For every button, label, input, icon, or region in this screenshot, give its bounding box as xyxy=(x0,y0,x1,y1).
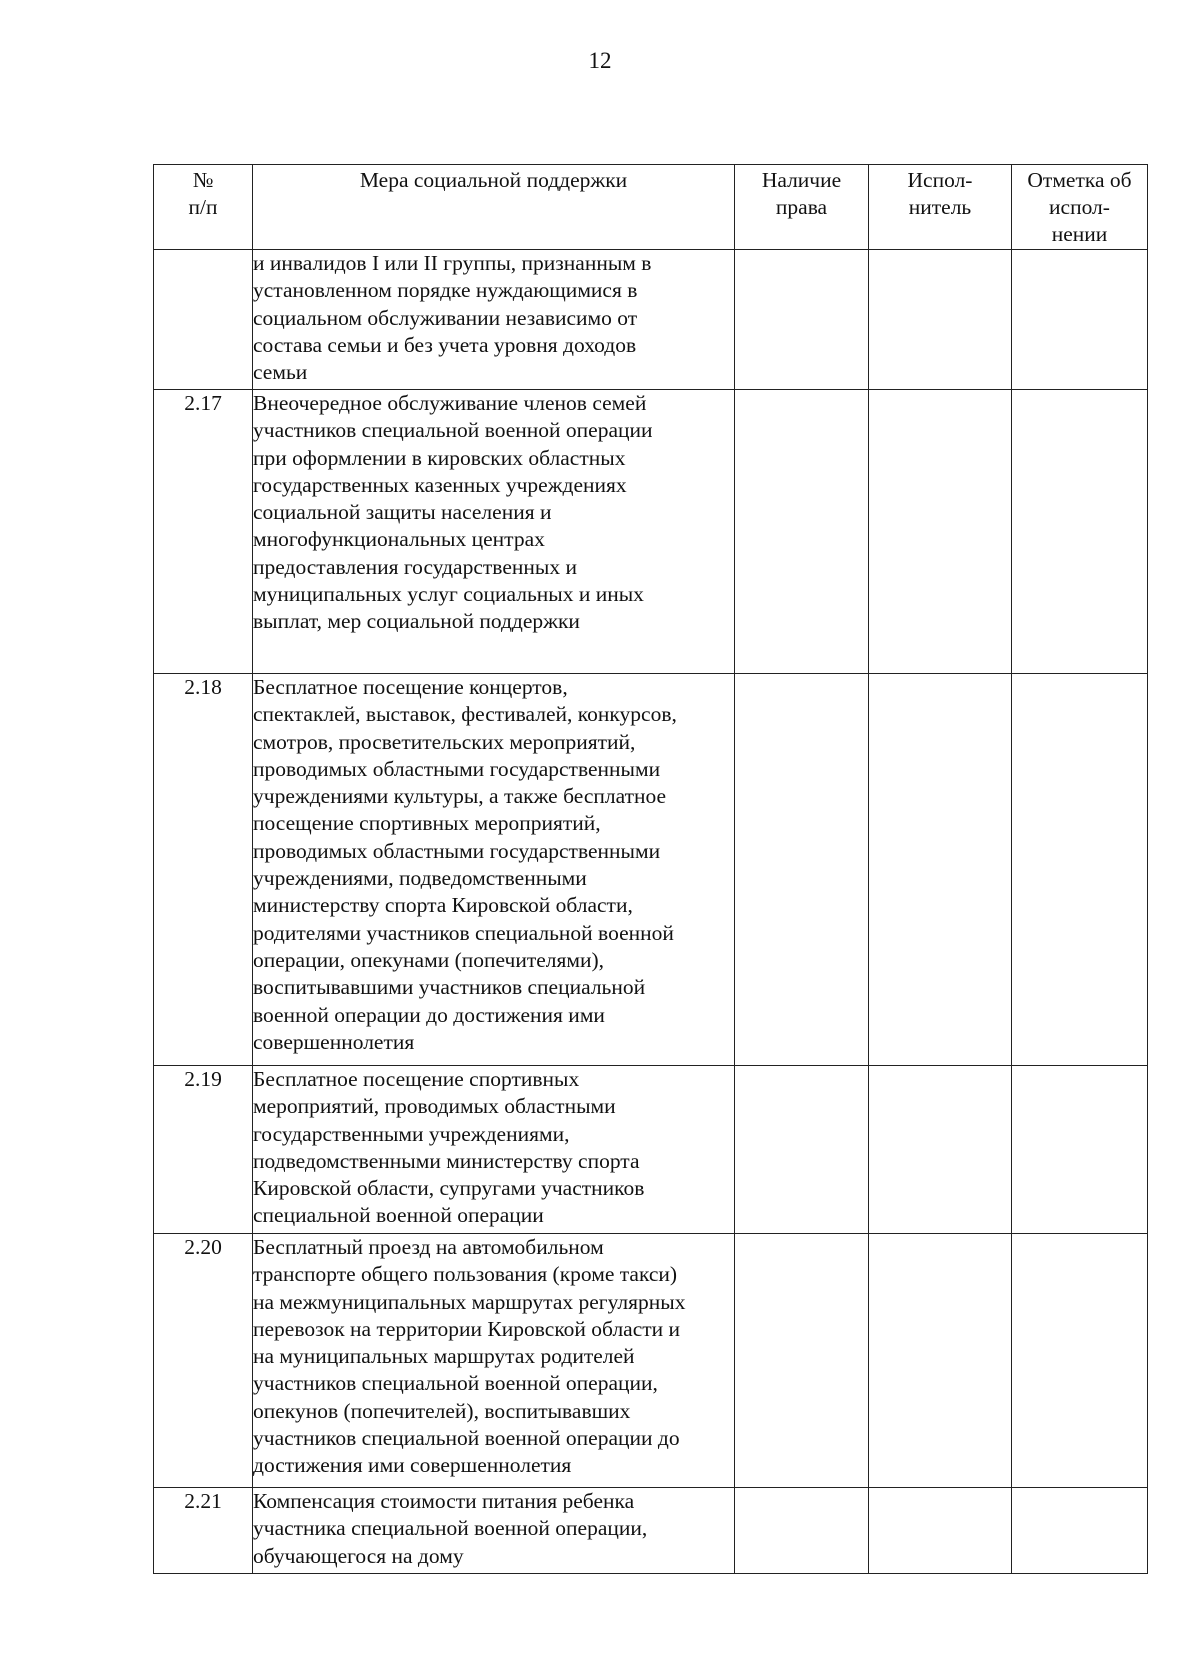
table-row xyxy=(154,250,1148,390)
row-num: 2.18 xyxy=(154,674,253,1066)
row-executor-cell xyxy=(869,1066,1012,1234)
row-num: 2.21 xyxy=(154,1488,253,1574)
row-mark-cell xyxy=(1012,674,1148,1066)
row-num: 2.17 xyxy=(154,390,253,674)
row-mark-cell xyxy=(1012,390,1148,674)
row-mark-cell xyxy=(1012,1488,1148,1574)
header-right: Наличие права xyxy=(735,165,869,250)
table-row xyxy=(154,674,1148,1066)
row-mark-cell xyxy=(1012,1066,1148,1234)
row-measure: Внеочередное обслуживание членов семей участников специальной военной операции при оформлении в кировских областных государственных казенных учреждениях социальной защиты населения и многофункциональных центрах предоставления государственных и муниципальных услуг социальных и иных выплат, мер социальной поддержки xyxy=(253,390,735,674)
row-executor-cell xyxy=(869,1234,1012,1488)
row-executor-cell xyxy=(869,250,1012,390)
row-executor-cell xyxy=(869,1488,1012,1574)
table-row xyxy=(154,1066,1148,1234)
header-mark: Отметка об испол- нении xyxy=(1012,165,1148,250)
row-num xyxy=(154,250,253,390)
row-executor-cell xyxy=(869,390,1012,674)
row-right-cell xyxy=(735,250,869,390)
row-right-cell xyxy=(735,1488,869,1574)
table-row xyxy=(154,1234,1148,1488)
row-measure: Компенсация стоимости питания ребенка участника специальной военной операции, обучающегося на дому xyxy=(253,1488,735,1574)
row-right-cell xyxy=(735,390,869,674)
row-right-cell xyxy=(735,1234,869,1488)
row-executor-cell xyxy=(869,674,1012,1066)
table-header-row xyxy=(154,165,1148,250)
row-mark-cell xyxy=(1012,250,1148,390)
header-num: № п/п xyxy=(154,165,253,250)
row-measure: Бесплатный проезд на автомобильном транспорте общего пользования (кроме такси) на межмуниципальных маршрутах регулярных перевозок на территории Кировской области и на муниципальных маршрутах родителей участников специальной военной операции, опекунов (попечителей), воспитывавших участников специальной военной операции до достижения ими совершеннолетия xyxy=(253,1234,735,1488)
row-right-cell xyxy=(735,1066,869,1234)
row-measure: Бесплатное посещение спортивных мероприятий, проводимых областными государственными учреждениями, подведомственными министерству спорта Кировской области, супругами участников специальной военной операции xyxy=(253,1066,735,1234)
table-row xyxy=(154,1488,1148,1574)
header-executor: Испол- нитель xyxy=(869,165,1012,250)
page-number: 12 xyxy=(588,48,612,73)
row-measure: Бесплатное посещение концертов, спектаклей, выставок, фестивалей, конкурсов, смотров, просветительских мероприятий, проводимых областными государственными учреждениями культуры, а также бесплатное посещение спортивных мероприятий, проводимых областными государственными учреждениями, подведомственными министерству спорта Кировской области, родителями участников специальной военной операции, опекунами (попечителями), воспитывавшими участников специальной военной операции до достижения ими совершеннолетия xyxy=(253,674,735,1066)
row-mark-cell xyxy=(1012,1234,1148,1488)
row-num: 2.20 xyxy=(154,1234,253,1488)
social-support-table xyxy=(153,164,1148,1574)
row-right-cell xyxy=(735,674,869,1066)
header-measure: Мера социальной поддержки xyxy=(253,165,735,250)
table-row xyxy=(154,390,1148,674)
row-measure: и инвалидов I или II группы, признанным в установленном порядке нуждающимися в социальном обслуживании независимо от состава семьи и без учета уровня доходов семьи xyxy=(253,250,735,390)
row-num: 2.19 xyxy=(154,1066,253,1234)
